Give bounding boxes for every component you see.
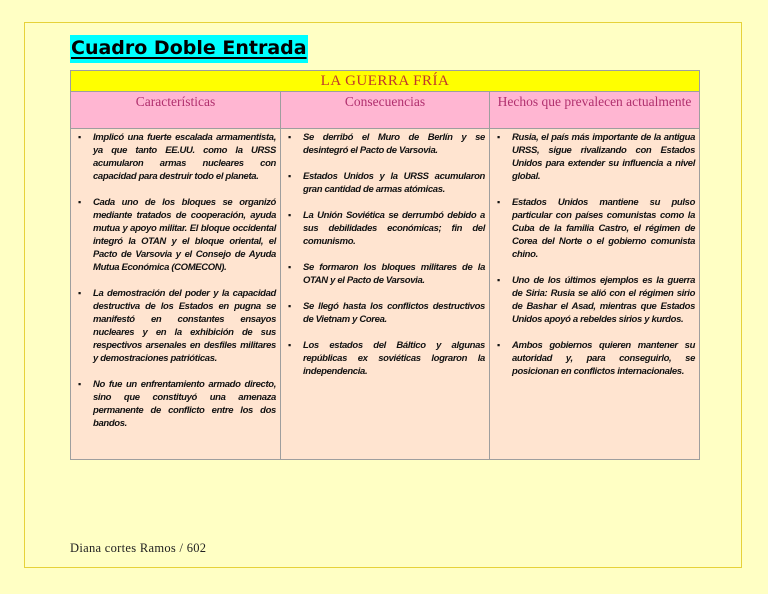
bullet-icon: ▪ <box>288 132 291 142</box>
list-item <box>285 261 485 287</box>
list-item-text: Estados Unidos y la URSS acumularon gran cantidad de armas atómicas. <box>303 171 485 195</box>
list-item <box>494 339 695 378</box>
column-body-caracteristicas <box>71 129 281 460</box>
double-entry-table <box>70 70 699 460</box>
list-item-text: Rusia, el país más importante de la antigua URSS, sigue rivalizando con Estados Unidos para extender su influencia a nivel global. <box>512 132 696 182</box>
bullet-icon: ▪ <box>497 197 500 207</box>
list-caracteristicas <box>75 131 276 430</box>
bullet-icon: ▪ <box>288 262 291 272</box>
column-header-hechos: Hechos que prevalecen actualmente <box>490 92 700 129</box>
list-hechos <box>494 131 695 378</box>
column-body-hechos <box>490 129 700 460</box>
bullet-icon: ▪ <box>288 340 291 350</box>
list-item <box>494 131 695 183</box>
list-item <box>494 274 695 326</box>
list-item <box>285 300 485 326</box>
document-title: Cuadro Doble Entrada <box>70 35 308 63</box>
column-header-consecuencias: Consecuencias <box>281 92 490 129</box>
bullet-icon: ▪ <box>78 379 81 389</box>
list-item <box>285 339 485 378</box>
list-item-text: Cada uno de los bloques se organizó mediante tratados de cooperación, ayuda mutua y apoyo militar. El bloque occidental integró la OTAN y el bloque oriental, el Pacto de Varsovia y el Consejo de Ayuda Mutua Económica (COMECON). <box>93 197 276 273</box>
list-item-text: Implicó una fuerte escalada armamentista, ya que tanto EE.UU. como la URSS acumularon armas nucleares con capacidad para destruir todo el planeta. <box>93 132 276 182</box>
list-item-text: La Unión Soviética se derrumbó debido a sus debilidades económicas; fin del comunismo. <box>303 210 485 247</box>
bullet-icon: ▪ <box>497 340 500 350</box>
list-item <box>285 209 485 248</box>
column-body-consecuencias <box>281 129 490 460</box>
list-item-text: Estados Unidos mantiene su pulso particular con países comunistas como la Cuba de la familia Castro, el régimen de Corea del Norte o el gobierno comunista chino. <box>512 197 696 260</box>
list-item-text: Ambos gobiernos quieren mantener su autoridad y, para conseguirlo, se posicionan en conflictos internacionales. <box>512 340 696 377</box>
author-footer: Diana cortes Ramos / 602 <box>70 541 207 555</box>
bullet-icon: ▪ <box>78 288 81 298</box>
list-item <box>494 196 695 261</box>
list-item <box>75 287 276 365</box>
list-item-text: Uno de los últimos ejemplos es la guerra de Siria: Rusia se alió con el régimen sirio de Bashar el Asad, mientras que Estados Unidos apoyó a rebeldes sirios y kurdos. <box>512 275 696 325</box>
bullet-icon: ▪ <box>288 210 291 220</box>
bullet-icon: ▪ <box>497 275 500 285</box>
table-banner: LA GUERRA FRÍA <box>71 71 700 92</box>
list-item-text: Se derribó el Muro de Berlín y se desintegró el Pacto de Varsovia. <box>303 132 485 156</box>
list-item <box>75 131 276 183</box>
list-item <box>285 131 485 157</box>
list-item <box>285 170 485 196</box>
list-item-text: Se formaron los bloques militares de la OTAN y el Pacto de Varsovia. <box>303 262 485 286</box>
list-consecuencias <box>285 131 485 378</box>
bullet-icon: ▪ <box>78 132 81 142</box>
column-header-caracteristicas: Características <box>71 92 281 129</box>
bullet-icon: ▪ <box>497 132 500 142</box>
bullet-icon: ▪ <box>288 301 291 311</box>
list-item-text: La demostración del poder y la capacidad destructiva de los Estados en pugna se manifestó en constantes ensayos nucleares y en la exhibición de sus respectivos arsenales en desfiles militares y demostraciones patrióticas. <box>93 288 276 364</box>
list-item-text: No fue un enfrentamiento armado directo, sino que constituyó una amenaza permanente de conflicto entre los dos bandos. <box>93 379 276 429</box>
list-item <box>75 196 276 274</box>
bullet-icon: ▪ <box>78 197 81 207</box>
list-item-text: Los estados del Báltico y algunas repúblicas ex soviéticas lograron la independencia. <box>303 340 485 377</box>
bullet-icon: ▪ <box>288 171 291 181</box>
list-item <box>75 378 276 430</box>
list-item-text: Se llegó hasta los conflictos destructivos de Vietnam y Corea. <box>303 301 485 325</box>
